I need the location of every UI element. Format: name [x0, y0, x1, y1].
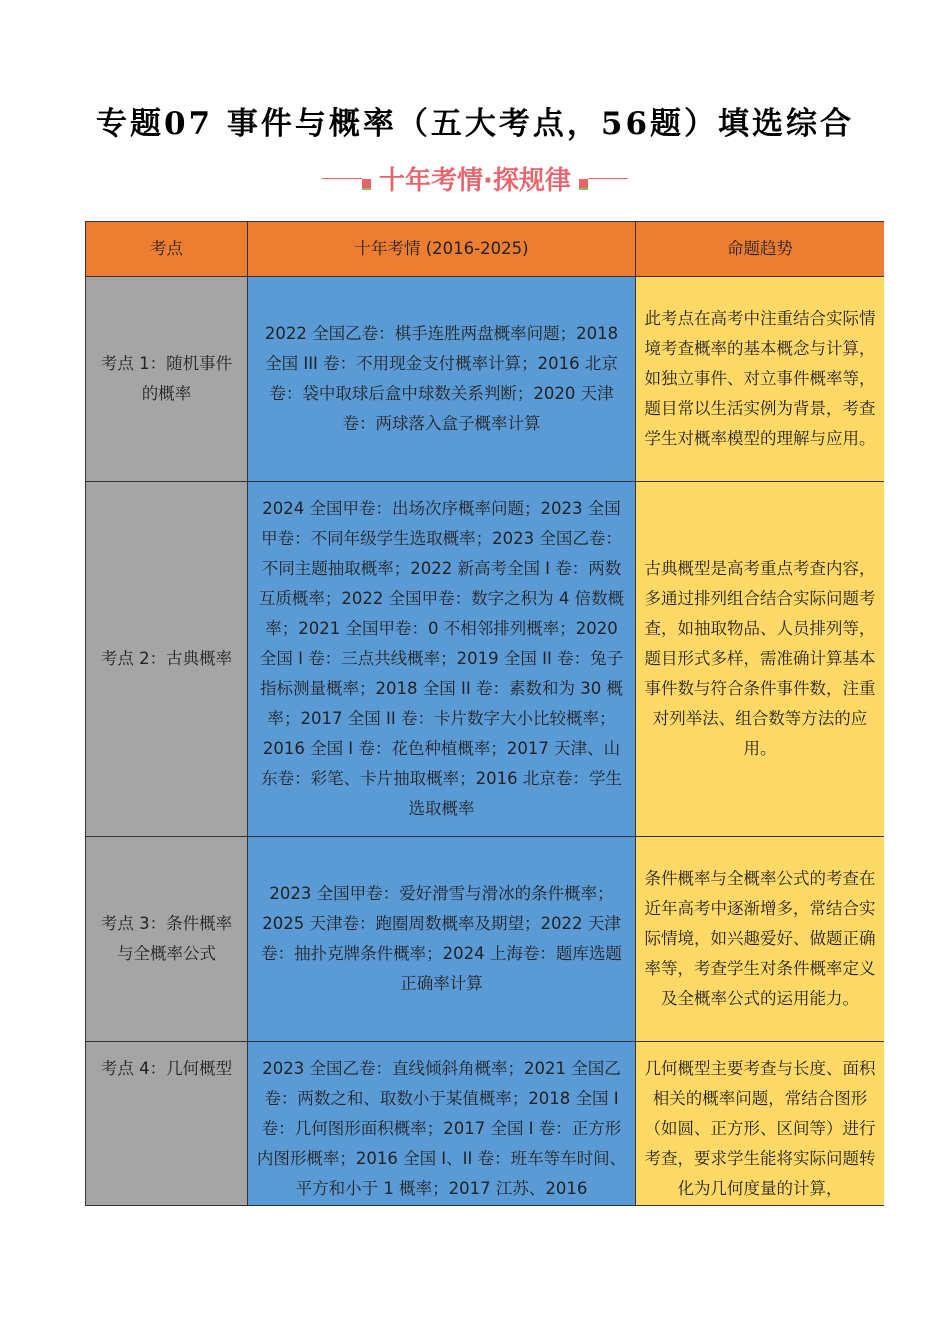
header-history: 十年考情 (2016-2025)	[248, 222, 636, 277]
trend-cell: 此考点在高考中注重结合实际情境考查概率的基本概念与计算，如独立事件、对立事件概率等，题目常以生活实例为背景，考查学生对概率模型的理解与应用。	[636, 277, 885, 482]
decor-line	[588, 178, 628, 179]
table-header-row	[86, 222, 885, 277]
topic-cell: 考点 1：随机事件的概率	[86, 277, 248, 482]
topic-cell: 考点 2：古典概率	[86, 482, 248, 837]
history-cell: 2023 全国甲卷：爱好滑雪与滑冰的条件概率；2025 天津卷：跑圈周数概率及期望；2022 天津卷：抽扑克牌条件概率；2024 上海卷：题库选题正确率计算	[248, 837, 636, 1042]
topic-cell: 考点 3：条件概率与全概率公式	[86, 837, 248, 1042]
decor-square-icon	[579, 179, 588, 190]
trend-cell: 古典概型是高考重点考查内容，多通过排列组合结合实际问题考查，如抽取物品、人员排列等，题目形式多样，需准确计算基本事件数与符合条件事件数，注重对列举法、组合数等方法的应用。	[636, 482, 885, 837]
decor-line	[322, 178, 362, 179]
exam-table-wrapper	[85, 221, 884, 1206]
topic-cell: 考点 4：几何概型	[86, 1042, 248, 1207]
history-cell: 2024 全国甲卷：出场次序概率问题；2023 全国甲卷：不同年级学生选取概率；2023 全国乙卷：不同主题抽取概率；2022 新高考全国 I 卷：两数互质概率；2022 全国甲卷：数字之积为 4 倍数概率；2021 全国甲卷：0 不相邻排列概率；2020 全国 I 卷：三点共线概率；2019 全国 II 卷：兔子指标测量概率；2018 全国 II 卷：素数和为 30 概率；2017 全国 II 卷：卡片数字大小比较概率；2016 全国 I 卷：花色种植概率；2017 天津、山东卷：彩笔、卡片抽取概率；2016 北京卷：学生选取概率	[248, 482, 636, 837]
history-cell: 2023 全国乙卷：直线倾斜角概率；2021 全国乙卷：两数之和、取数小于某值概率；2018 全国 I 卷：几何图形面积概率；2017 全国 I 卷：正方形内图形概率；2016 全国 I、II 卷：班车等车时间、平方和小于 1 概率；2017 江苏、2016	[248, 1042, 636, 1207]
table-row	[86, 277, 885, 482]
subtitle: 十年考情·探规律	[379, 166, 571, 196]
table-row	[86, 1042, 885, 1207]
subtitle-banner	[0, 160, 950, 197]
table-row	[86, 482, 885, 837]
history-cell: 2022 全国乙卷：棋手连胜两盘概率问题；2018 全国 III 卷：不用现金支付概率计算；2016 北京卷：袋中取球后盒中球数关系判断；2020 天津卷：两球落入盒子概率计算	[248, 277, 636, 482]
decor-square-icon	[362, 179, 371, 190]
trend-cell: 几何概型主要考查与长度、面积相关的概率问题，常结合图形（如圆、正方形、区间等）进行考查，要求学生能将实际问题转化为几何度量的计算，	[636, 1042, 885, 1207]
header-trend: 命题趋势	[636, 222, 885, 277]
page-title: 专题07 事件与概率（五大考点，56题）填选综合	[95, 106, 855, 142]
exam-table	[85, 221, 884, 1206]
table-row	[86, 837, 885, 1042]
header-topic: 考点	[86, 222, 248, 277]
trend-cell: 条件概率与全概率公式的考查在近年高考中逐渐增多，常结合实际情境，如兴趣爱好、做题正确率等，考查学生对条件概率定义及全概率公式的运用能力。	[636, 837, 885, 1042]
